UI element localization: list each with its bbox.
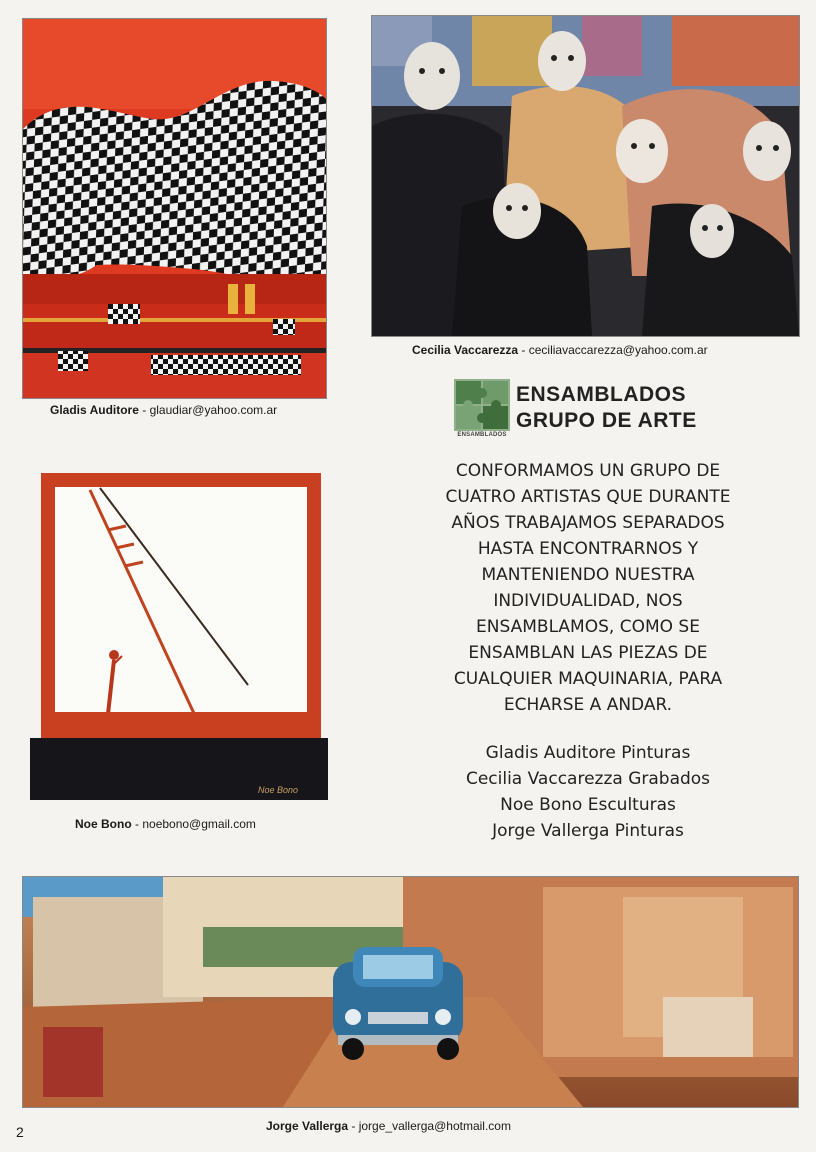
painting-jorge-vallerga xyxy=(22,876,799,1108)
artist-name: Cecilia Vaccarezza xyxy=(412,343,519,357)
member-item: Gladis Auditore Pinturas xyxy=(485,743,691,763)
description-line: ENSAMBLAN LAS PIEZAS DE xyxy=(468,643,708,663)
caption-jorge-vallerga xyxy=(266,1119,511,1133)
member-item: Jorge Vallerga Pinturas xyxy=(492,821,684,841)
description-line: AÑOS TRABAJAMOS SEPARADOS xyxy=(451,513,725,533)
sculpture-noe-bono xyxy=(28,470,330,802)
puzzle-logo-icon xyxy=(454,379,510,441)
caption-separator: - xyxy=(518,343,529,357)
description-line: CONFORMAMOS UN GRUPO DE xyxy=(455,461,721,481)
member-list xyxy=(410,740,766,844)
painting-gladis-auditore xyxy=(22,18,327,399)
artist-name: Noe Bono xyxy=(75,817,132,831)
artist-email: glaudiar@yahoo.com.ar xyxy=(149,403,278,417)
description-line: ENSAMBLAMOS, COMO SE xyxy=(476,617,700,637)
caption-cecilia-vaccarezza xyxy=(412,343,708,357)
description-line: CUALQUIER MAQUINARIA, PARA xyxy=(453,669,723,689)
description-line: ECHARSE A ANDAR. xyxy=(503,695,673,715)
caption-separator: - xyxy=(138,403,150,417)
group-title-line2: GRUPO DE ARTE xyxy=(516,409,697,432)
page-number: 2 xyxy=(16,1124,24,1140)
group-title xyxy=(516,382,697,434)
member-item: Cecilia Vaccarezza Grabados xyxy=(465,769,711,789)
description-line: INDIVIDUALIDAD, NOS xyxy=(493,591,683,611)
caption-separator: - xyxy=(131,817,143,831)
engraving-cecilia-vaccarezza xyxy=(371,15,800,337)
group-description xyxy=(410,458,766,718)
artist-email: ceciliavaccarezza@yahoo.com.ar xyxy=(528,343,708,357)
description-line: HASTA ENCONTRARNOS Y xyxy=(477,539,699,559)
caption-gladis-auditore xyxy=(50,403,277,417)
artist-name: Jorge Vallerga xyxy=(266,1119,349,1133)
logo-small-text: ENSAMBLADOS xyxy=(457,432,507,438)
group-title-line1: ENSAMBLADOS xyxy=(516,383,687,406)
artist-email: noebono@gmail.com xyxy=(142,817,256,831)
caption-separator: - xyxy=(348,1119,359,1133)
group-logo xyxy=(454,379,734,445)
artist-name: Gladis Auditore xyxy=(50,403,139,417)
description-line: MANTENIENDO NUESTRA xyxy=(481,565,695,585)
artist-email: jorge_vallerga@hotmail.com xyxy=(358,1119,511,1133)
sculpture-signature: Noe Bono xyxy=(258,785,299,795)
member-item: Noe Bono Esculturas xyxy=(500,795,676,815)
caption-noe-bono xyxy=(75,817,256,831)
description-line: CUATRO ARTISTAS QUE DURANTE xyxy=(445,487,731,507)
